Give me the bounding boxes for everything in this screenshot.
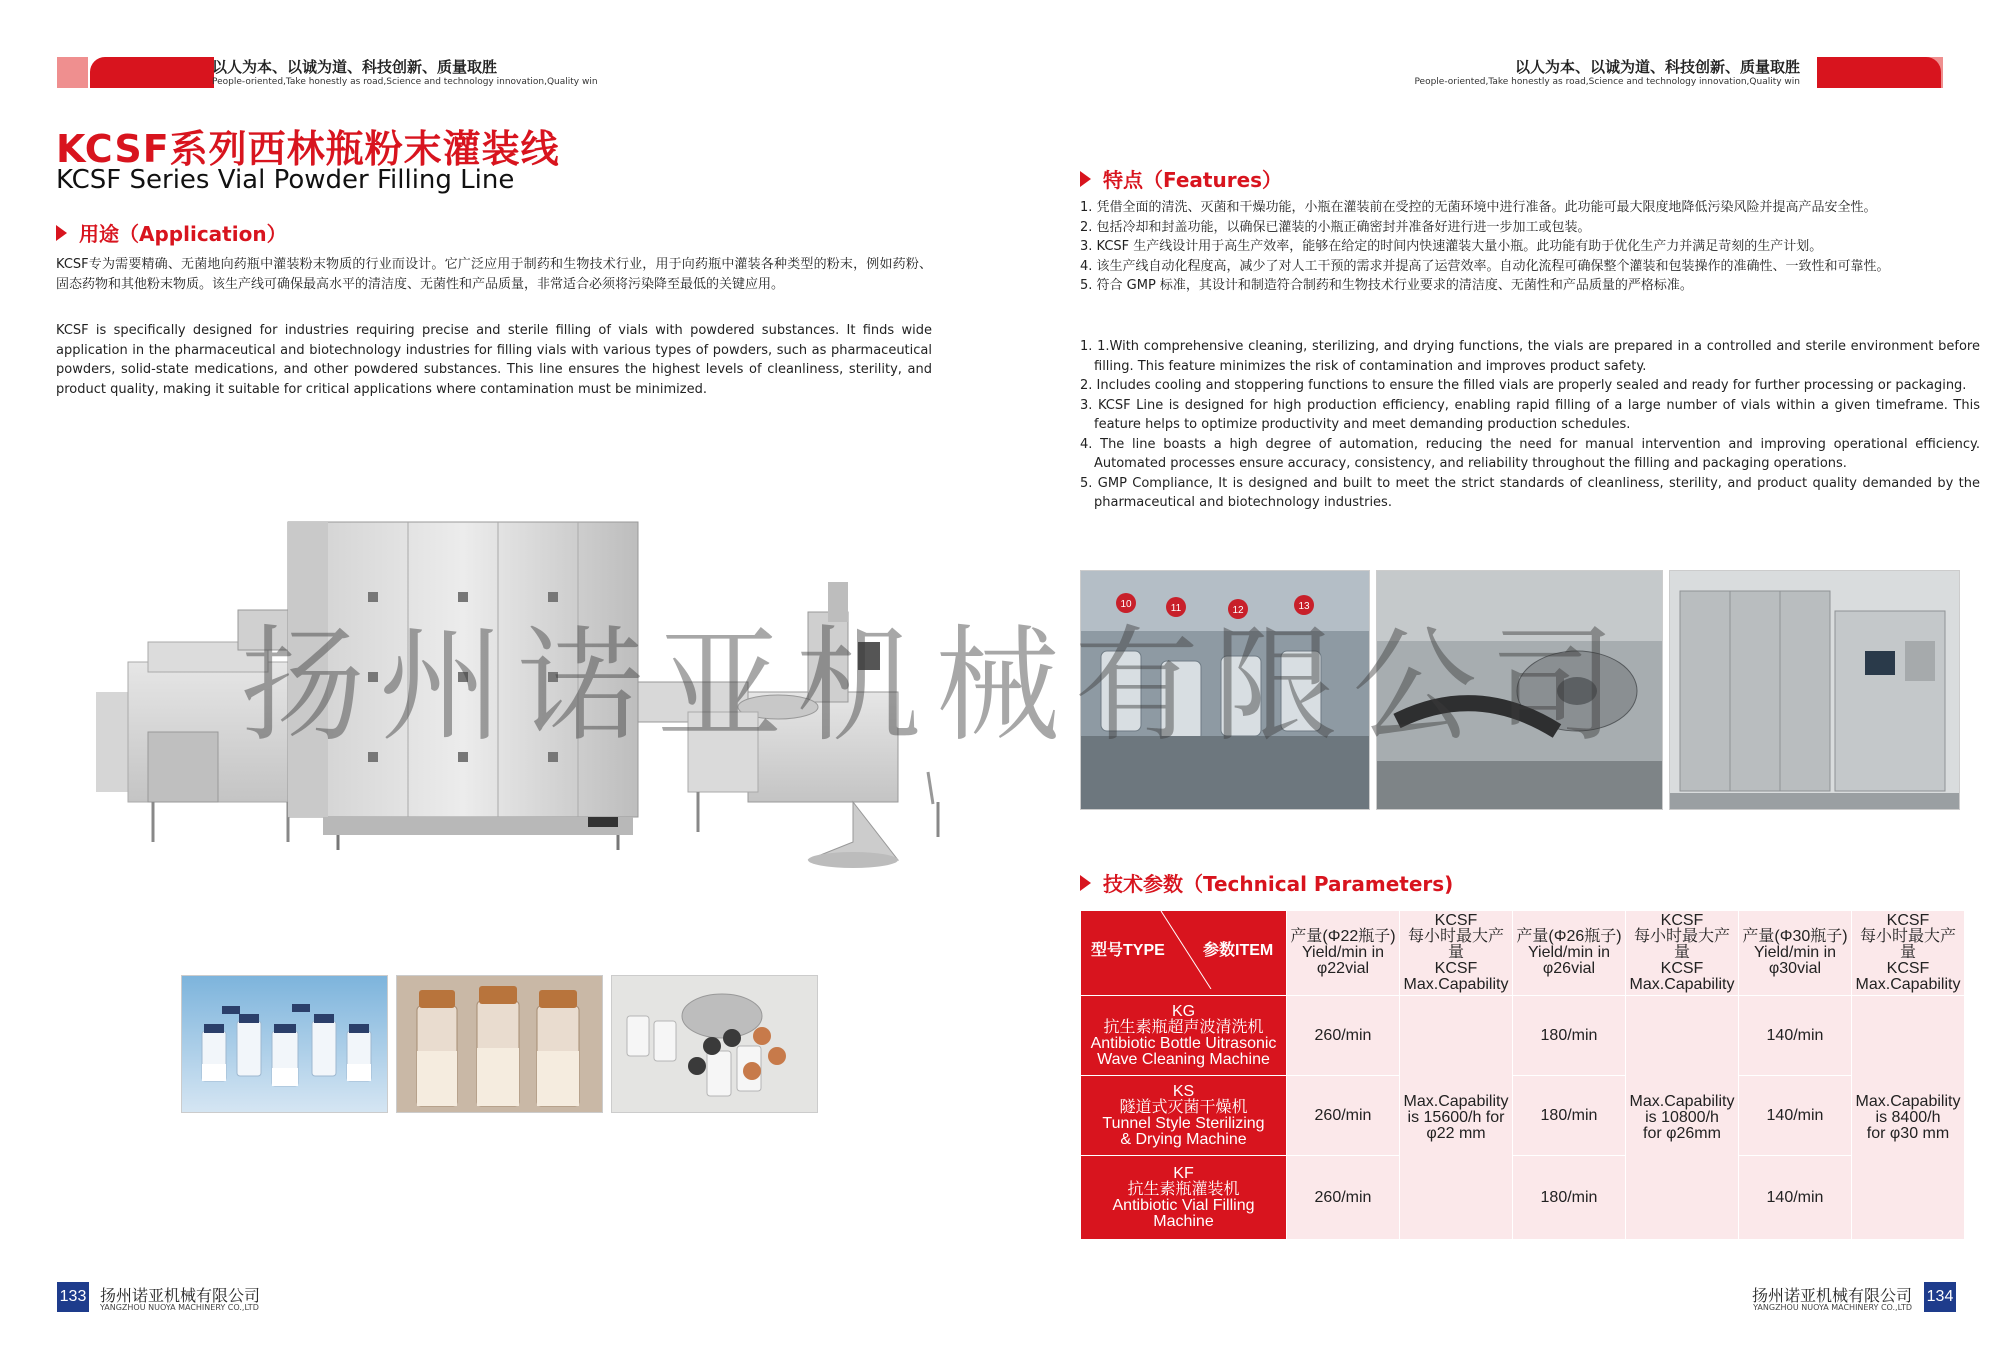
yield-cell: 140/min [1739, 1076, 1852, 1156]
header-slogan-en-right: People-oriented,Take honestly as road,Science and technology innovation,Quality win [1414, 77, 1800, 87]
triangle-bullet-icon [1080, 875, 1091, 891]
triangle-bullet-icon [56, 225, 67, 241]
application-heading [56, 218, 287, 247]
type-label: 型号TYPE [1091, 942, 1165, 959]
yield-cell: 180/min [1513, 996, 1626, 1076]
photo-number: 10 [1120, 599, 1132, 610]
application-text-cn: KCSF专为需要精确、无菌地向药瓶中灌装粉末物质的行业而设计。它广泛应用于制药和生物技术行业，用于向药瓶中灌装各种类型的粉末，例如药粉、固态药物和其他粉末物质。该生产线可确保最高水平的清洁度、无菌性和产品质量，非常适合必须将污染降至最低的关键应用。 [56, 257, 932, 292]
page-number-right: 134 [1924, 1282, 1956, 1312]
features-list-cn [1080, 198, 1980, 296]
footer-company-cn-right: 扬州诺亚机械有限公司 [1751, 1286, 1912, 1305]
feature-cn-item: 5. 符合 GMP 标准，其设计和制造符合制药和生物技术行业要求的清洁度、无菌性和产品质量的严格标准。 [1080, 278, 1693, 293]
feature-photo-vial-wheel [1080, 570, 1370, 810]
header-bar-left [90, 57, 214, 88]
tech-heading-text: 技术参数（Technical Parameters) [1103, 872, 1454, 896]
page-title: KCSF系列西林瓶粉末灌装线 [56, 127, 560, 171]
model-cell: KF 抗生素瓶灌装机 Antibiotic Vial Filling Machine [1081, 1156, 1287, 1240]
feature-en-item: 2. Includes cooling and stoppering functions to ensure the filled vials are properly sealed and ready for further processing or packaging. [1080, 378, 1967, 393]
col-header: 产量(Φ22瓶子) Yield/min in φ22vial [1287, 911, 1400, 996]
triangle-bullet-icon [1080, 171, 1091, 187]
capability-cell: Max.Capability is 10800/h for φ26mm [1626, 996, 1739, 1240]
capability-cell: Max.Capability is 15600/h for φ22 mm [1400, 996, 1513, 1240]
yield-cell: 140/min [1739, 1156, 1852, 1240]
col-header: KCSF 每小时最大产量 KCSF Max.Capability [1400, 911, 1513, 996]
item-label: 参数ITEM [1203, 942, 1274, 959]
feature-en-item: 3. KCSF Line is designed for high production efficiency, enabling rapid filling of a large number of vials within a given timeframe. This feature helps to optimize productivity and meet demanding production schedules. [1080, 397, 1980, 432]
header-slogan-en-left: People-oriented,Take honestly as road,Science and technology innovation,Quality win [212, 77, 598, 87]
col-header: KCSF 每小时最大产量 KCSF Max.Capability [1852, 911, 1965, 996]
yield-cell: 140/min [1739, 996, 1852, 1076]
table-row [1081, 996, 1965, 1076]
features-heading-text: 特点（Features） [1103, 168, 1283, 192]
footer-company-cn-left: 扬州诺亚机械有限公司 [100, 1286, 261, 1305]
page-number-left: 133 [57, 1282, 89, 1312]
features-list-en [1080, 337, 1980, 513]
header-slogan-cn-right: 以人为本、以诚为道、科技创新、质量取胜 [1514, 58, 1800, 76]
capability-cell: Max.Capability is 8400/h for φ30 mm [1852, 996, 1965, 1240]
vial-photo-white-powder [181, 975, 388, 1113]
yield-cell: 260/min [1287, 996, 1400, 1076]
feature-cn-item: 4. 该生产线自动化程度高，减少了对人工干预的需求并提高了运营效率。自动化流程可确保整个灌装和包装操作的准确性、一致性和可靠性。 [1080, 258, 1890, 274]
col-header: KCSF 每小时最大产量 KCSF Max.Capability [1626, 911, 1739, 996]
model-cell: KS 隧道式灭菌干燥机 Tunnel Style Sterilizing & Drying Machine [1081, 1076, 1287, 1156]
header-bar-right [1817, 57, 1941, 88]
table-corner-cell [1081, 911, 1287, 996]
company-watermark: 扬州诺亚机械有限公司 [240, 614, 1630, 759]
header-slogan-cn-left: 以人为本、以诚为道、科技创新、质量取胜 [212, 58, 498, 76]
yield-cell: 260/min [1287, 1076, 1400, 1156]
feature-cn-item: 3. KCSF 生产线设计用于高生产效率，能够在给定的时间内快速灌装大量小瓶。此功能有助于优化生产力并满足苛刻的生产计划。 [1080, 239, 1823, 254]
footer-company-en-right: YANGZHOU NUOYA MACHINERY CO.,LTD [1753, 1303, 1912, 1312]
feature-cn-item: 1. 凭借全面的清洗、灭菌和干燥功能，小瓶在灌装前在受控的无菌环境中进行准备。此功能可最大限度地降低污染风险并提高产品安全性。 [1080, 200, 1877, 215]
model-cell: KG 抗生素瓶超声波清洗机 Antibiotic Bottle Uitrasonic Wave Cleaning Machine [1081, 996, 1287, 1076]
filling-line-machine-image [88, 512, 958, 872]
feature-cn-item: 2. 包括冷却和封盖功能，以确保已灌装的小瓶正确密封并准备好进行进一步加工或包装。 [1080, 219, 1591, 235]
header-square-left [57, 57, 88, 88]
footer-company-en-left: YANGZHOU NUOYA MACHINERY CO.,LTD [100, 1303, 259, 1312]
vial-photo-stoppers [611, 975, 818, 1113]
photo-number: 12 [1232, 605, 1244, 616]
table-header-row [1081, 911, 1965, 996]
yield-cell: 260/min [1287, 1156, 1400, 1240]
table-row [1081, 1076, 1965, 1156]
col-header: 产量(Φ30瓶子) Yield/min in φ30vial [1739, 911, 1852, 996]
col-header: 产量(Φ26瓶子) Yield/min in φ26vial [1513, 911, 1626, 996]
application-heading-text: 用途（Application） [79, 222, 287, 246]
features-heading [1080, 164, 1282, 193]
yield-cell: 180/min [1513, 1076, 1626, 1156]
application-text-en: KCSF is specifically designed for industries requiring precise and sterile filling of vials with powdered substances. It finds wide application in the pharmaceutical and biotechnology industries for filling vials with various types of powders, such as pharmaceutical powders, solid-state medications, and other powdered substances. This line ensures the highest levels of cleanliness, sterility, and product quality, making it suitable for critical applications where contamination must be minimized. [56, 323, 932, 397]
yield-cell: 180/min [1513, 1156, 1626, 1240]
feature-en-item: 1. 1.With comprehensive cleaning, sterilizing, and drying functions, the vials are prepared in a controlled and sterile environment before filling. This feature minimizes the risk of contamination and improves product safety. [1080, 339, 1980, 374]
photo-number: 13 [1298, 601, 1310, 612]
feature-photo-chain-conveyor [1376, 570, 1663, 810]
vial-photo-amber-caps [396, 975, 603, 1113]
table-row [1081, 1156, 1965, 1240]
feature-en-item: 4. The line boasts a high degree of automation, reducing the need for manual intervention and improving operational efficiency. Automated processes ensure accuracy, consistency, and reliability throughout the filling and packaging operations. [1080, 436, 1980, 471]
tech-parameters-table [1080, 910, 1965, 1240]
feature-en-item: 5. GMP Compliance, It is designed and built to meet the strict standards of cleanliness, sterility, and product quality demanded by the pharmaceutical and biotechnology industries. [1080, 475, 1980, 510]
page-subtitle: KCSF Series Vial Powder Filling Line [56, 165, 515, 195]
feature-photo-machine-cabinet [1669, 570, 1960, 810]
tech-heading [1080, 868, 1453, 897]
photo-number: 11 [1170, 603, 1182, 614]
